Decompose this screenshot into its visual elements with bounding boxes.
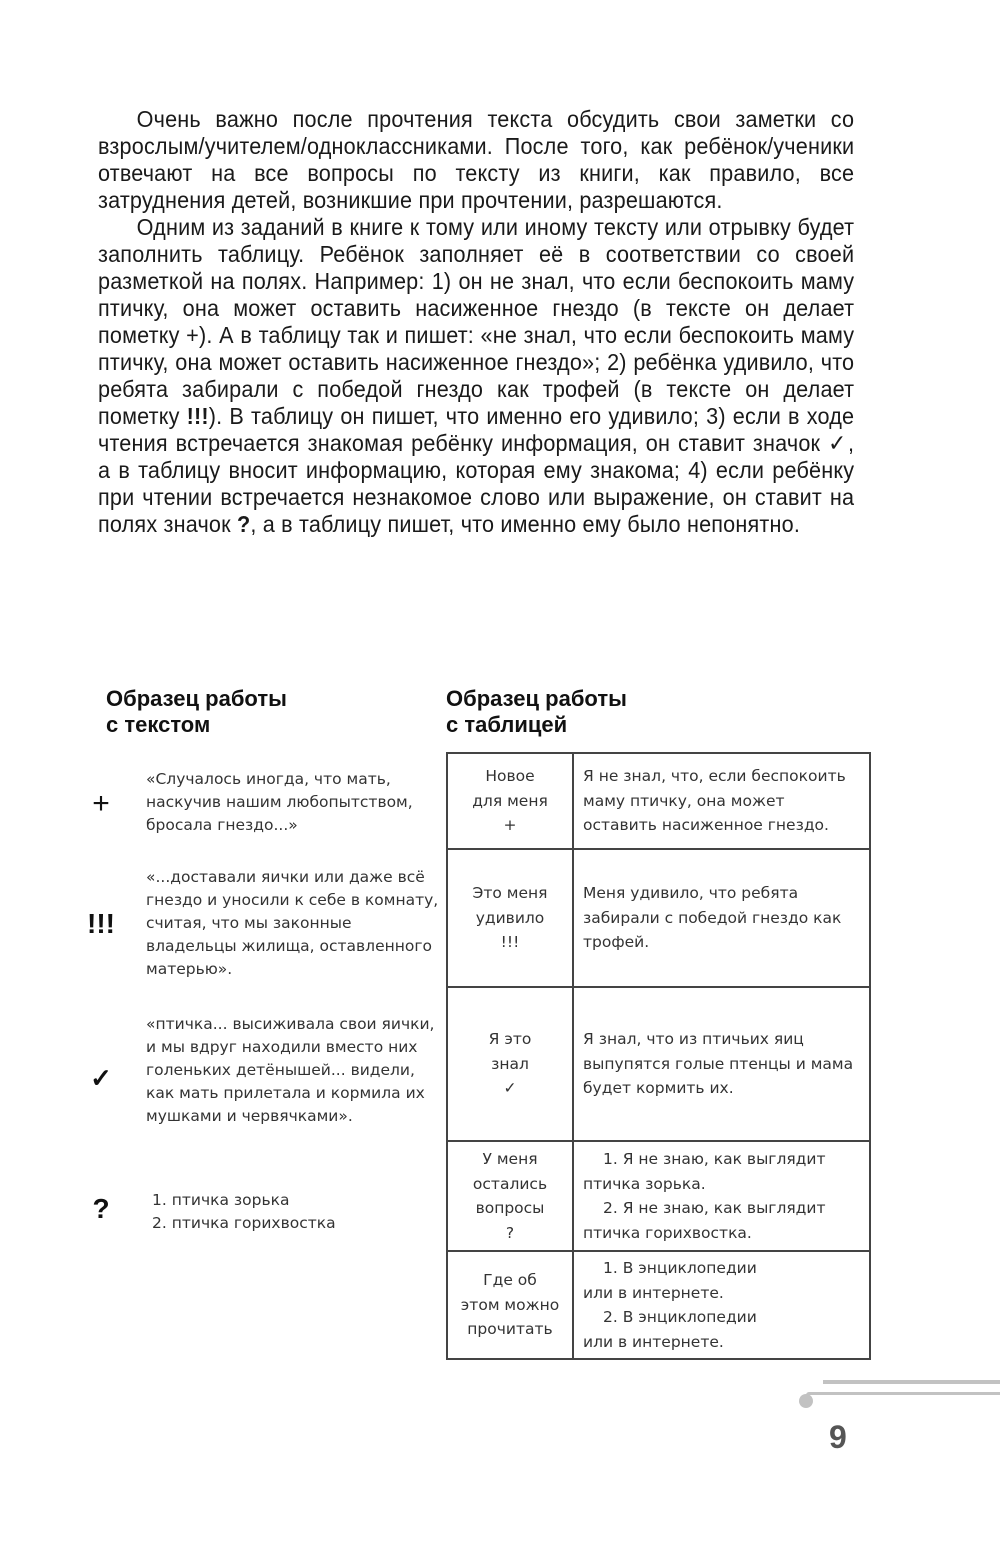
label-line: для меня <box>472 791 548 810</box>
paragraph-2-part: , а в таблицу пишет, что именно ему было непонятно. <box>250 511 801 537</box>
row-content: Меня удивило, что ребята забирали с победой гнездо как трофей. <box>573 849 870 987</box>
table-row <box>447 1141 870 1251</box>
heading-line: с таблицей <box>446 712 568 737</box>
table-row <box>447 987 870 1141</box>
content-line: или в интернете. <box>583 1283 724 1302</box>
question-icon: ? <box>505 1223 515 1242</box>
label-line: вопросы <box>475 1199 545 1217</box>
question-list-item: 1. птичка зорька <box>152 1191 290 1209</box>
row-label <box>447 987 573 1141</box>
label-line: остались <box>472 1174 548 1193</box>
sample-quote: «Случалось иногда, что мать, наскучив нашим любопытством, бросала гнездо...» <box>146 770 413 834</box>
content-line: птичка зорька. <box>583 1174 706 1193</box>
label-line: Я это <box>488 1030 532 1049</box>
sample-quote: «...доставали яички или даже всё гнездо и уносили к себе в комнату, считая, что мы законные владельцы жилища, оставленного матерью». <box>146 868 439 978</box>
label-line: Это меня <box>472 884 548 903</box>
content-line: 2. Я не знаю, как выглядит <box>603 1199 826 1217</box>
paragraph-1: Очень важно после прочтения текста обсудить свои заметки со взрослым/учителем/одноклассниками. После того, как ребёнок/ученики отвечают на все вопросы по тексту из книги, как правило, все затруднения детей, возникшие при прочтении, разрешаются. <box>98 106 855 213</box>
table-row <box>447 1251 870 1359</box>
row-label <box>447 849 573 987</box>
question-icon: ? <box>92 1193 110 1224</box>
content-line: или в интернете. <box>583 1332 724 1351</box>
sample-check <box>70 1013 440 1128</box>
content-line: птичка горихвостка. <box>583 1223 752 1242</box>
label-line: этом можно <box>460 1295 560 1314</box>
row-label <box>447 1251 573 1359</box>
table-row <box>447 753 870 849</box>
sample-question <box>70 1189 440 1235</box>
label-line: прочитать <box>467 1320 553 1339</box>
label-line: Где об <box>483 1271 537 1290</box>
row-content: Я не знал, что, если беспокоить маму птичку, она может оставить насиженное гнездо. <box>573 753 870 849</box>
label-line: + <box>503 816 517 835</box>
heading-line: с текстом <box>106 712 211 737</box>
content-line: 1. Я не знаю, как выглядит <box>603 1150 826 1168</box>
question-list-item: 2. птичка горихвостка <box>152 1214 336 1232</box>
decorative-line <box>806 1392 1000 1395</box>
label-line: знал <box>491 1054 529 1073</box>
table-row <box>447 849 870 987</box>
paragraph-2-part: Одним из заданий в книге к тому или иному тексту или отрывку будет заполнить таблицу. Ребёнок заполняет её в соответствии со своей разметкой на полях. Например: 1) он не знал, что если беспокоить маму птичку, она может оставить насиженное гнездо (в тексте он делает пометку +). А в таблицу так и пишет: «не знал, что если беспокоить маму птичку, она может оставить насиженное гнездо»; 2) ребёнка удивило, что ребята забирали с победой гнездо как трофей (в тексте он делает пометку <box>98 214 855 429</box>
content-line: 2. В энциклопедии <box>603 1308 757 1326</box>
row-content <box>573 1251 870 1359</box>
sample-exclamation <box>70 866 440 981</box>
exclamation-icon: !!! <box>87 908 115 939</box>
label-line: У меня <box>482 1150 538 1168</box>
sample-plus <box>70 768 440 837</box>
plus-icon: + <box>92 787 110 820</box>
exclamation-mark-symbol: !!! <box>186 403 209 429</box>
row-content: Я знал, что из птичьих яиц выпупятся голые птенцы и мама будет кормить их. <box>573 987 870 1141</box>
table-sample-heading <box>446 686 627 738</box>
label-line: удивило <box>475 908 545 927</box>
label-line: Новое <box>485 767 535 786</box>
question-mark-symbol: ? <box>236 511 251 537</box>
body-text <box>98 106 854 538</box>
sample-quote: «птичка... высиживала свои яички, и мы вдруг находили вместо них голеньких детёнышей... видели, как мать прилетала и кормила их мушками и червячками». <box>146 1015 435 1125</box>
row-content <box>573 1141 870 1251</box>
heading-line: Образец работы <box>106 686 287 711</box>
page-number: 9 <box>829 1419 847 1455</box>
row-label <box>447 1141 573 1251</box>
work-table <box>446 752 871 1360</box>
decorative-line <box>823 1380 1000 1384</box>
decorative-dot <box>799 1394 813 1408</box>
text-sample-heading <box>106 686 287 738</box>
content-line: 1. В энциклопедии <box>603 1259 757 1277</box>
question-list <box>152 1189 440 1235</box>
heading-line: Образец работы <box>446 686 627 711</box>
check-icon: ✓ <box>503 1079 517 1098</box>
paragraph-2-part: ). В таблицу он пишет, что именно его удивило; 3) если в ходе чтения встречается знакомая ребёнку информация, он ставит значок ✓, а в таблицу вносит информацию, которая ему знакома; 4) если ребёнку при чтении встречается незнакомое слово или выражение, он ставит на полях значок <box>98 403 855 537</box>
row-label <box>447 753 573 849</box>
check-icon: ✓ <box>90 1063 112 1093</box>
paragraph-2 <box>98 214 854 538</box>
label-line: !!! <box>500 933 520 952</box>
